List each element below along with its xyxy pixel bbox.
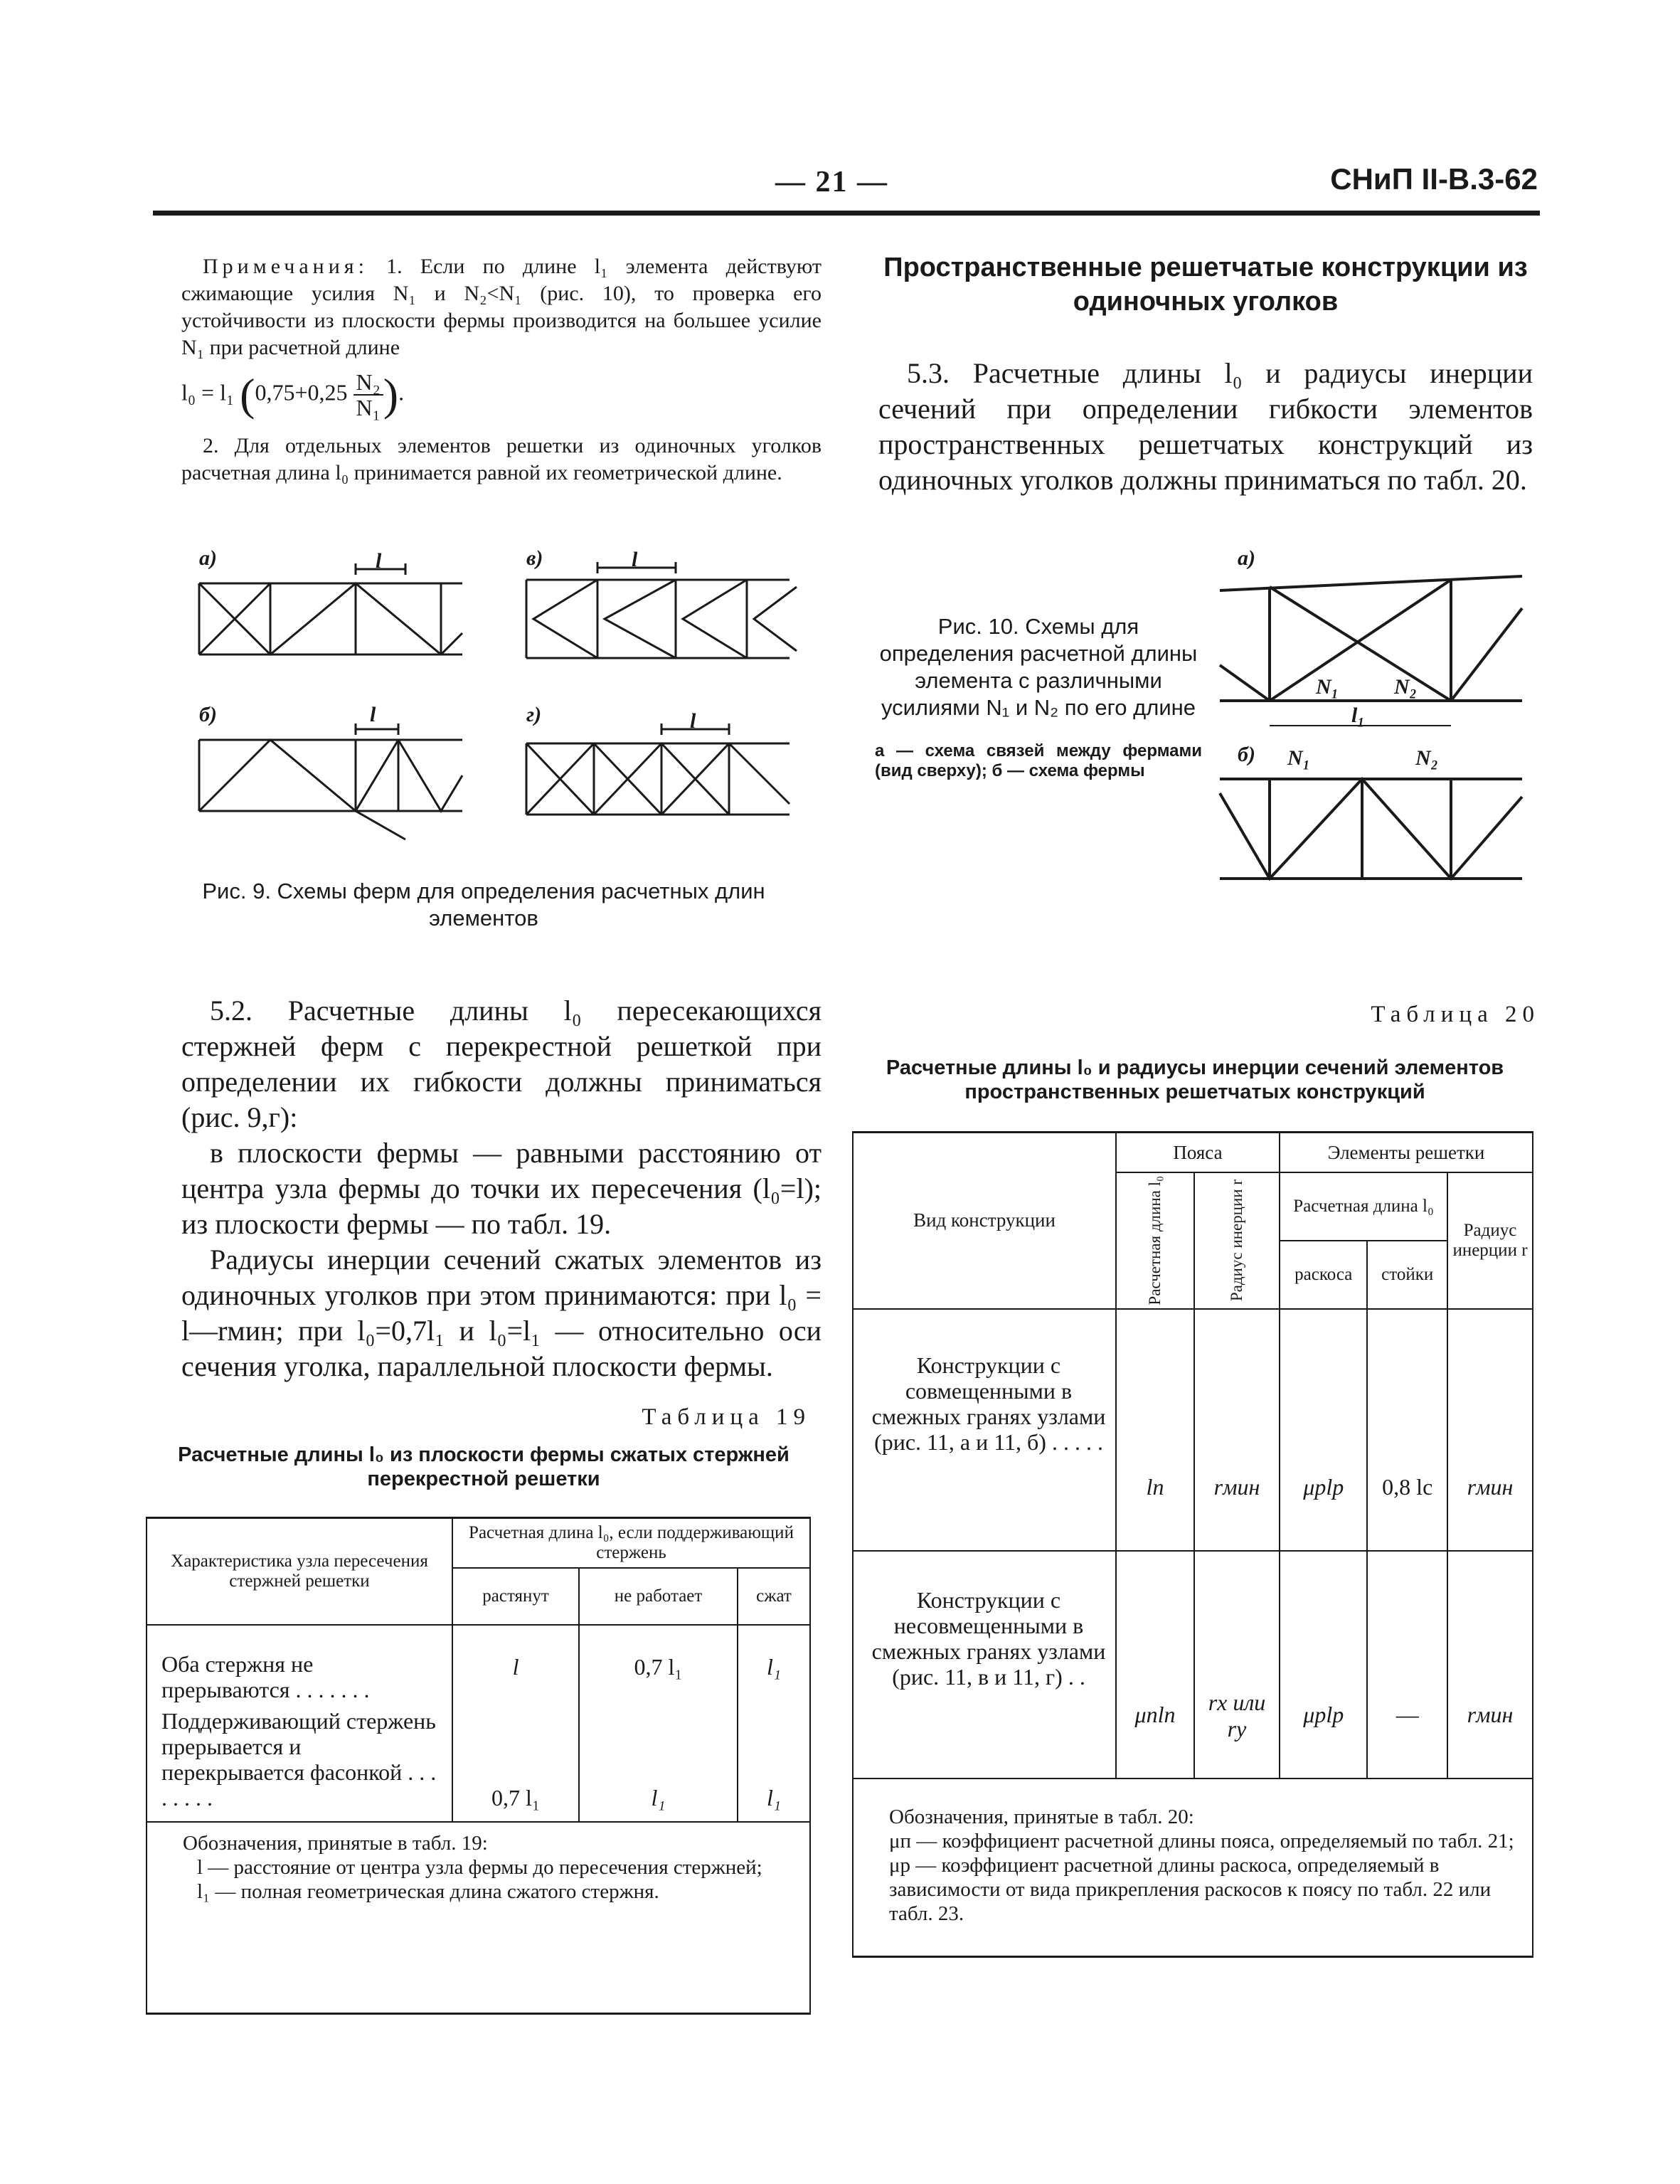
fig10-a-n2: N₂ — [1394, 675, 1418, 699]
formula-fraction — [353, 370, 383, 420]
fig10-b-n2: N₂ — [1415, 746, 1439, 770]
formula-denominator: N₁ — [356, 395, 381, 420]
paragraph-5-2-p2: в плоскости фермы — равными расстоянию от центра узла фермы до точки их пересечения (l₀=l); из плоскости фермы — по табл. 19. — [181, 1137, 822, 1240]
fig9-truss-g — [526, 723, 790, 815]
fig10-scheme-b — [1220, 779, 1522, 879]
table20-h-belt-len-cell — [1116, 1172, 1194, 1309]
fig9-label-v: в) — [526, 548, 543, 570]
fig9-label-g: г) — [526, 703, 542, 726]
table20-number: Таблица 20 — [1371, 1002, 1540, 1027]
table20-h-post: стойки — [1367, 1241, 1447, 1309]
table19-row2-c3: l₁ — [738, 1708, 809, 1822]
table20-legend-title: Обозначения, принятые в табл. 20: — [889, 1805, 1194, 1828]
table19-row1-c3: l₁ — [738, 1625, 809, 1708]
table20-row1-label: Конструкции с совмещенными в смежных гранях узлами (рис. 11, а и 11, б) . . . . . — [854, 1309, 1116, 1551]
table19-legend-l1: l₁ — полная геометрическая длина сжатого стержня. — [197, 1880, 659, 1903]
fig10-label-a: а) — [1238, 548, 1255, 570]
table19-frame — [146, 1517, 811, 2015]
table20-h-belt-r: Радиус инерции r — [1228, 1180, 1245, 1302]
table19-row1-c2: 0,7 l₁ — [579, 1625, 738, 1708]
table20-row2-label: Конструкции с несовмещенными в смежных гранях узлами (рис. 11, в и 11, г) . . — [854, 1551, 1116, 1779]
fig9-g-l: l — [690, 709, 696, 733]
table19-title: Расчетные длины l₀ из плоскости фермы сжатых стержней перекрестной решетки — [178, 1443, 790, 1490]
fig10-a-l1: l₁ — [1351, 704, 1365, 727]
table20-h-belts: Пояса — [1116, 1133, 1280, 1172]
table20-row1-c3: μрlр — [1280, 1309, 1367, 1551]
table20-h-brace: раскоса — [1280, 1241, 1367, 1309]
formula-lhs: l₀ = l₁ — [181, 379, 235, 405]
paragraph-5-2-p1: 5.2. Расчетные длины l₀ пересекающихся стержней ферм с перекрестной решеткой при определении их гибкости должны приниматься (рис. 9,г): — [181, 995, 822, 1133]
table20-title: Расчетные длины l₀ и радиусы инерции сечений элементов пространственных решетчатых конструкций — [886, 1056, 1504, 1103]
table19-legend — [147, 1823, 809, 1904]
fig9-truss-v — [526, 562, 797, 658]
fig9-truss-a — [199, 563, 462, 654]
page-number: — 21 — — [775, 166, 888, 198]
table20-legend-mr: μр — коэффициент расчетной длины раскоса, определяемый в зависимости от вида прикрепления раскосов к поясу по табл. 22 или табл. 23. — [889, 1853, 1492, 1925]
table20-row1-c4: 0,8 lс — [1367, 1309, 1447, 1551]
table19-h-len: Расчетная длина l₀, если поддерживающий стержень — [452, 1518, 809, 1568]
table19 — [147, 1517, 809, 1823]
table19-h-c1: растянут — [452, 1568, 579, 1625]
table20-h-lat-r: Радиус инерции r — [1447, 1172, 1532, 1309]
fig10-scheme-a — [1220, 576, 1522, 726]
fig9-label-a: a) — [199, 548, 217, 570]
table20-legend — [854, 1779, 1532, 1926]
table19-legend-title: Обозначения, принятые в табл. 19: — [183, 1832, 488, 1855]
table19-row2-c1: 0,7 l₁ — [452, 1708, 579, 1822]
table19-legend-l: l — расстояние от центра узла фермы до пересечения стержней; — [197, 1856, 762, 1879]
table19-number: Таблица 19 — [642, 1404, 811, 1430]
table20 — [854, 1132, 1532, 1779]
table20-legend-mp: μп — коэффициент расчетной длины пояса, определяемый по табл. 21; — [889, 1829, 1514, 1852]
note-1: 1. Если по длине l₁ элемента действуют сжимающие усилия N₁ и N₂<N₁ (рис. 10), то проверка его устойчивости из плоскости фермы производится на большее усилие N₁ при расчетной длине — [181, 255, 822, 359]
notes-block — [181, 253, 822, 487]
paragraph-5-2 — [181, 993, 822, 1384]
paragraph-5-2-p3: Радиусы инерции сечений сжатых элементов из одиночных уголков при этом принимаются: при l₀ = l—rмин; при l₀=0,7l₁ и l₀=l₁ — относительно оси сечения уголка, параллельной плоскости фермы. — [181, 1244, 822, 1382]
table20-row1-c2: rмин — [1194, 1309, 1280, 1551]
notes-title: Примечания: — [203, 255, 368, 278]
formula-numerator: N₂ — [353, 370, 383, 396]
fig10-drawings — [1209, 548, 1536, 889]
fig9-caption: Рис. 9. Схемы ферм для определения расчетных длин элементов — [202, 879, 765, 931]
table20-row2-c2: rx или ry — [1194, 1551, 1280, 1779]
table19-row1-label: Оба стержня не прерываются . . . . . . . — [147, 1625, 452, 1708]
table19-h-char: Характеристика узла пересечения стержней решетки — [147, 1518, 452, 1625]
table20-row1-c5: rмин — [1447, 1309, 1532, 1551]
document-code: СНиП II-В.3-62 — [1330, 162, 1538, 196]
fig10-a-n1: N₁ — [1316, 675, 1339, 699]
table20-h-belt-r-cell — [1194, 1172, 1280, 1309]
formula: l₀ = l₁ (0,75+0,25 $\frac{\text{N₂}}{\text{N₁}}$ ). — [181, 369, 405, 420]
table19-row1-c1: l — [452, 1625, 579, 1708]
paragraph-5-3-text: 5.3. Расчетные длины l₀ и радиусы инерции сечений при определении гибкости элементов пространственных решетчатых конструкций из одиночных уголков должны приниматься по табл. 20. — [878, 357, 1533, 496]
fig9-v-l: l — [632, 548, 638, 571]
fig10-caption: Рис. 10. Схемы для определения расчетной длины элемента с различными усилиями N₁ и N₂ по его длине — [879, 614, 1198, 720]
formula-inner: 0,75+0,25 — [255, 379, 348, 405]
table20-row2-c5: rмин — [1447, 1551, 1532, 1779]
table20-row2-c1: μпlп — [1116, 1551, 1194, 1779]
fig9-a-l: l — [376, 549, 382, 573]
table20-h-kind: Вид конструкции — [854, 1133, 1116, 1309]
table19-row2-label: Поддерживающий стержень прерывается и перекрывается фасонкой . . . . . . . . — [147, 1708, 452, 1822]
fig9-label-b: б) — [199, 703, 217, 726]
table19-h-c3: сжат — [738, 1568, 809, 1625]
fig10-legend: а — схема связей между фермами (вид сверху); б — схема фермы — [875, 741, 1202, 780]
table20-row1-c1: lп — [1116, 1309, 1194, 1551]
section-title: Пространственные решетчатые конструкции из одиночных уголков — [883, 253, 1528, 317]
table20-row2-c4: — — [1367, 1551, 1447, 1779]
table20-row2-c3: μрlр — [1280, 1551, 1367, 1779]
table20-h-belt-len: Расчетная длина l₀ — [1146, 1176, 1164, 1305]
table19-h-c2: не работает — [579, 1568, 738, 1625]
header-rule — [153, 211, 1540, 216]
table20-frame — [852, 1131, 1533, 1958]
fig9-b-l: l — [370, 703, 376, 726]
note-2: 2. Для отдельных элементов решетки из одиночных уголков расчетная длина l₀ принимается равной их геометрической длине. — [181, 434, 822, 484]
table19-row2-c2: l₁ — [579, 1708, 738, 1822]
fig9-drawings — [192, 548, 818, 847]
fig9-truss-b — [199, 723, 462, 839]
table20-h-lat-len: Расчетная длина l₀ — [1280, 1172, 1447, 1241]
paragraph-5-3 — [878, 356, 1533, 498]
fig10-label-b: б) — [1238, 743, 1255, 766]
fig10-b-n1: N₁ — [1287, 746, 1311, 770]
table20-h-lattice: Элементы решетки — [1280, 1133, 1532, 1172]
